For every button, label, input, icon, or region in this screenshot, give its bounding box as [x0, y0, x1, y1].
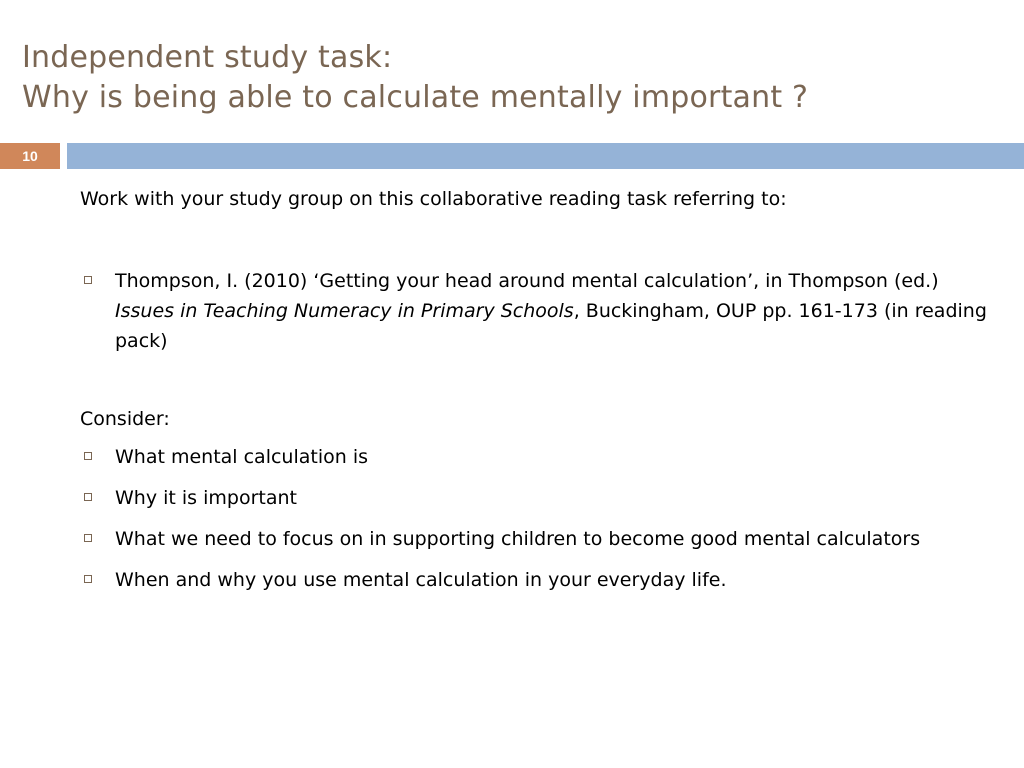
slide-number: 10 [0, 143, 60, 169]
square-bullet-icon [84, 452, 92, 460]
slide-body [80, 184, 1000, 606]
title-line-1: Independent study task: [22, 40, 393, 75]
accent-bar [67, 143, 1024, 169]
consider-label: Consider: [80, 408, 170, 430]
list-item-text: When and why you use mental calculation in your everyday life. [115, 569, 727, 591]
reference-item [80, 266, 1000, 356]
square-bullet-icon [84, 493, 92, 501]
reference-text-part2: , Buckingham, OUP pp. 161-173 (in reading pack) [115, 300, 987, 352]
list-item [80, 483, 1000, 513]
header-bar [0, 143, 1024, 169]
square-bullet-icon [84, 534, 92, 542]
intro-text: Work with your study group on this collaborative reading task referring to: [80, 188, 787, 210]
list-item [80, 565, 1000, 595]
list-item [80, 524, 1000, 554]
list-item [80, 442, 1000, 472]
list-item-text: Why it is important [115, 487, 297, 509]
square-bullet-icon [84, 276, 92, 284]
slide-title [22, 38, 808, 118]
reference-book-title: Issues in Teaching Numeracy in Primary Schools [115, 300, 574, 322]
list-item-text: What mental calculation is [115, 446, 369, 468]
list-item-text: What we need to focus on in supporting children to become good mental calculators [115, 528, 921, 550]
reference-text-part1: Thompson, I. (2010) ‘Getting your head around mental calculation’, in Thompson (ed.) [115, 270, 939, 292]
consider-list [80, 442, 1000, 595]
square-bullet-icon [84, 575, 92, 583]
title-line-2: Why is being able to calculate mentally important ? [22, 80, 809, 115]
